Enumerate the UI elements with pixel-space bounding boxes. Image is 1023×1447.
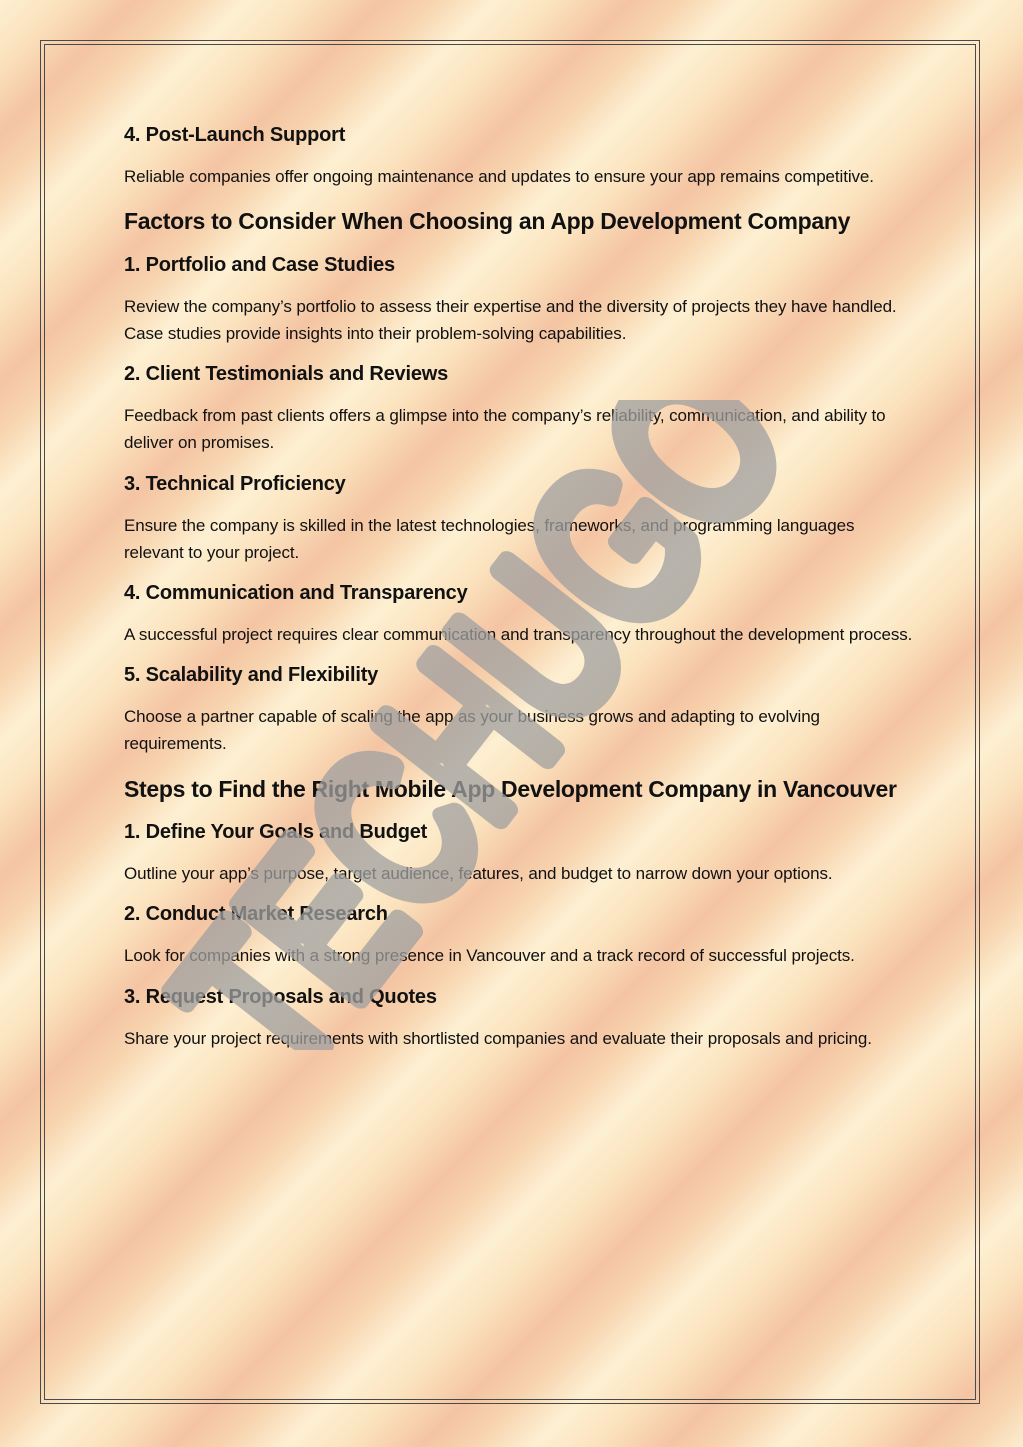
heading-market-research: 2. Conduct Market Research [124, 903, 388, 926]
heading-post-launch-support: 4. Post-Launch Support [124, 124, 346, 146]
paragraph-communication: A successful project requires clear communication and transparency throughout the development process. [124, 624, 913, 644]
heading-technical-proficiency: 3. Technical Proficiency [124, 472, 346, 495]
heading-testimonials: 2. Client Testimonials and Reviews [124, 363, 449, 386]
paragraph-post-launch-support: Reliable companies offer ongoing maintenance and updates to ensure your app remains competitive. [124, 167, 874, 186]
section-title-steps: Steps to Find the Right Mobile App Development Company in Vancouver [124, 775, 897, 802]
heading-define-goals: 1. Define Your Goals and Budget [124, 821, 428, 844]
paragraph-market-research: Look for companies with a strong presence in Vancouver and a track record of successful projects. [124, 946, 855, 966]
paragraph-request-proposals: Share your project requirements with shortlisted companies and evaluate their proposals and pricing. [124, 1028, 872, 1048]
paragraph-scalability: Choose a partner capable of scaling the app as your business grows and adapting to evolving requirements. [124, 707, 820, 754]
watermark-text: TECHUGO [150, 400, 840, 1050]
document-body [124, 122, 914, 1066]
heading-request-proposals: 3. Request Proposals and Quotes [124, 985, 437, 1008]
heading-scalability: 5. Scalability and Flexibility [124, 664, 379, 687]
section-title-factors: Factors to Consider When Choosing an App Development Company [124, 208, 851, 235]
paragraph-portfolio: Review the company’s portfolio to assess their expertise and the diversity of projects they have handled. Case studies provide insights into their problem-solving capabilities. [124, 296, 897, 344]
paragraph-technical-proficiency: Ensure the company is skilled in the latest technologies, frameworks, and programming languages relevant to your project. [124, 515, 855, 562]
paragraph-testimonials: Feedback from past clients offers a glimpse into the company’s reliability, communication, and ability to deliver on promises. [124, 406, 886, 453]
paragraph-define-goals: Outline your app’s purpose, target audience, features, and budget to narrow down your options. [124, 864, 833, 884]
heading-portfolio: 1. Portfolio and Case Studies [124, 253, 395, 276]
heading-communication: 4. Communication and Transparency [124, 581, 468, 604]
